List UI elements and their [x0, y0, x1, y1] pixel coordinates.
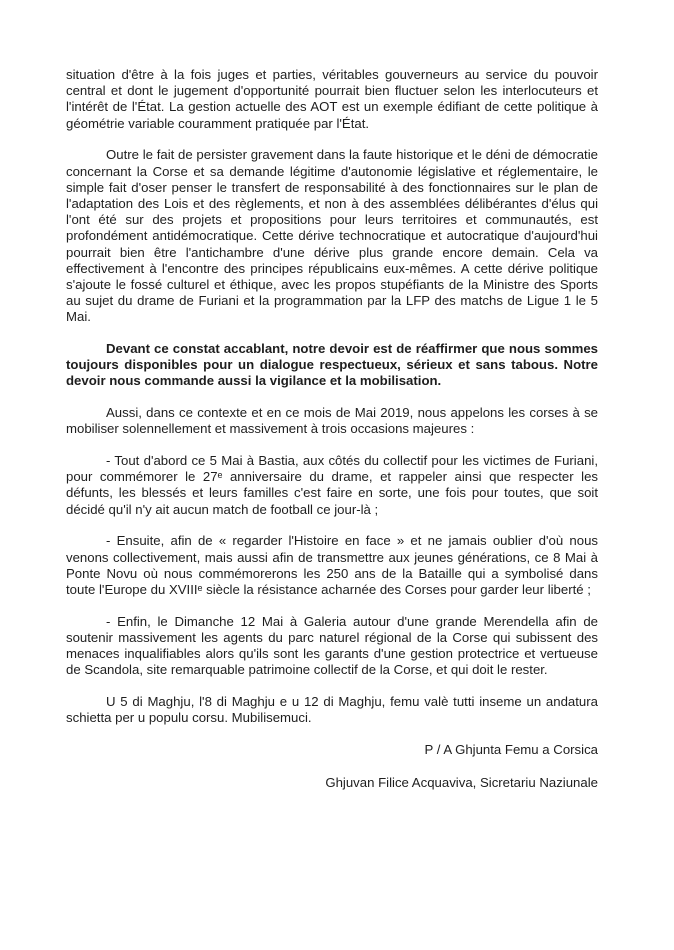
document-body: [66, 67, 598, 808]
body-paragraph-corsican-closing: U 5 di Maghju, l'8 di Maghju e u 12 di Maghju, femu valè tutti inseme un andatura schietta per u populu corsu. Mubilisemuci.: [66, 694, 598, 726]
list-item-third-occasion: - Enfin, le Dimanche 12 Mai à Galeria autour d'une grande Merendella afin de soutenir massivement les agents du parc naturel régional de la Corse qui subissent des menaces inqualifiables alors qu'ils sont les garants d'une gestion protectrice et vertueuse de Scandola, site remarquable patrimoine collectif de la Corse, et qui doit le rester.: [66, 613, 598, 678]
body-paragraph-1: situation d'être à la fois juges et parties, véritables gouverneurs au service du pouvoir central et dont le jugement d'opportunité pourrait bien fluctuer selon les interlocuteurs et l'intérêt de l'État. La gestion actuelle des AOT est un exemple édifiant de cette politique à géométrie variable couramment pratiquée par l'État.: [66, 67, 598, 131]
list-item-first-occasion: - Tout d'abord ce 5 Mai à Bastia, aux côtés du collectif pour les victimes de Furiani, pour commémorer le 27ᵉ anniversaire du drame, et rappeler ainsi que respecter les défunts, les blessés et leurs familles c'est faire en sorte, une fois pour toutes, que soit décidé qu'il n'y ait aucun match de football ce jour-là ;: [66, 453, 598, 517]
body-paragraph-3-emphasis: Devant ce constat accablant, notre devoir est de réaffirmer que nous sommes toujours disponibles pour un dialogue respectueux, sérieux et sans tabous. Notre devoir nous commande aussi la vigilance et la mobilisation.: [66, 341, 598, 389]
list-item-second-occasion: - Ensuite, afin de « regarder l'Histoire en face » et ne jamais oublier d'où nous venons collectivement, mais aussi afin de transmettre aux jeunes générations, ce 8 Mai à Ponte Novu où nous commémorerons les 250 ans de la Bataille qui a symbolisé dans toute l'Europe du XVIIIᵉ siècle la résistance acharnée des Corses pour garder leur liberté ;: [66, 533, 598, 597]
signature-author: Ghjuvan Filice Acquaviva, Sicretariu Naziunale: [325, 775, 598, 791]
signature-organization: P / A Ghjunta Femu a Corsica: [424, 741, 598, 757]
body-paragraph-2: Outre le fait de persister gravement dans la faute historique et le déni de démocratie concernant la Corse et sa demande légitime d'autonomie législative et réglementaire, le simple fait d'oser penser le transfert de responsabilité à des fonctionnaires sur le plan de l'adaptation des Lois et des règlements, et non à des assemblées délibérantes d'élus qui l'ont été sur des projets et propositions pour leurs territoires et communautés, est profondément antidémocratique. Cette dérive technocratique et autocratique d'aujourd'hui pourrait bien être l'antichambre d'une dérive plus grande encore demain. Cela va effectivement à l'encontre des principes républicains eux-mêmes. A cette dérive politique s'ajoute le fossé culturel et éthique, avec les propos stupéfiants de la Ministre des Sports au sujet du drame de Furiani et la programmation par la LFP des matchs de Ligue 1 le 5 Mai.: [66, 147, 598, 325]
body-paragraph-4: Aussi, dans ce contexte et en ce mois de Mai 2019, nous appelons les corses à se mobiliser solennellement et massivement à trois occasions majeures :: [66, 405, 598, 437]
